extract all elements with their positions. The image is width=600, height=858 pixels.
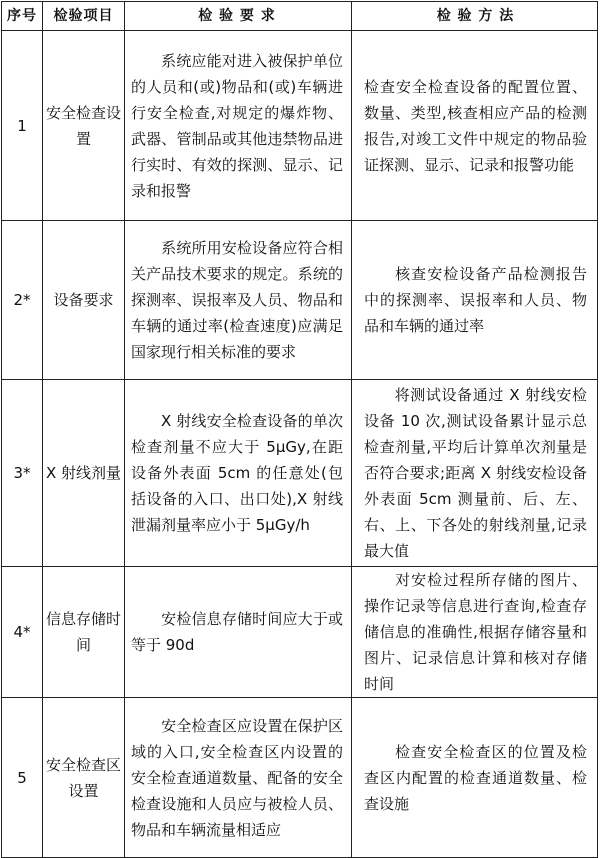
header-no: 序号 — [2, 2, 43, 31]
table-row — [2, 221, 598, 380]
inspection-table — [1, 1, 598, 858]
table-row — [2, 567, 598, 698]
table-row — [2, 31, 598, 221]
row-requirement: X 射线安全检查设备的单次检查剂量不应大于 5μGy,在距设备外表面 5cm 的任意处(包括设备的入口、出口处),X 射线泄漏剂量率应小于 5μGy/h — [125, 380, 352, 567]
row-method: 核查安检设备产品检测报告中的探测率、误报率和人员、物品和车辆的通过率 — [352, 221, 598, 380]
table-row — [2, 380, 598, 567]
table-row — [2, 698, 598, 858]
row-no: 4* — [2, 567, 43, 698]
row-requirement: 系统应能对进入被保护单位的人员和(或)物品和(或)车辆进行安全检查,对规定的爆炸物、武器、管制品或其他违禁物品进行实时、有效的探测、显示、记录和报警 — [125, 31, 352, 221]
row-item: 安全检查区设置 — [43, 698, 125, 858]
row-requirement: 安检信息存储时间应大于或等于 90d — [125, 567, 352, 698]
row-item: 信息存储时间 — [43, 567, 125, 698]
row-method: 将测试设备通过 X 射线安检设备 10 次,测试设备累计显示总检查剂量,平均后计算单次剂量是否符合要求;距离 X 射线安检设备外表面 5cm 测量前、后、左、右、上、下各处的射线剂量,记录最大值 — [352, 380, 598, 567]
header-requirement: 检 验 要 求 — [125, 2, 352, 31]
header-method: 检 验 方 法 — [352, 2, 598, 31]
row-requirement: 系统所用安检设备应符合相关产品技术要求的规定。系统的探测率、误报率及人员、物品和车辆的通过率(检查速度)应满足国家现行相关标准的要求 — [125, 221, 352, 380]
row-no: 2* — [2, 221, 43, 380]
row-item: 安全检查设置 — [43, 31, 125, 221]
row-requirement: 安全检查区应设置在保护区域的入口,安全检查区内设置的安全检查通道数量、配备的安全检查设施和人员应与被检人员、物品和车辆流量相适应 — [125, 698, 352, 858]
row-no: 1 — [2, 31, 43, 221]
header-item: 检验项目 — [43, 2, 125, 31]
row-item: 设备要求 — [43, 221, 125, 380]
row-method: 对安检过程所存储的图片、操作记录等信息进行查询,检查存储信息的准确性,根据存储容量和图片、记录信息计算和核对存储时间 — [352, 567, 598, 698]
header-row — [2, 2, 598, 31]
row-no: 5 — [2, 698, 43, 858]
row-method: 检查安全检查区的位置及检查区内配置的检查通道数量、检查设施 — [352, 698, 598, 858]
row-method: 检查安全检查设备的配置位置、数量、类型,核查相应产品的检测报告,对竣工文件中规定的物品验证探测、显示、记录和报警功能 — [352, 31, 598, 221]
row-item: X 射线剂量 — [43, 380, 125, 567]
row-no: 3* — [2, 380, 43, 567]
